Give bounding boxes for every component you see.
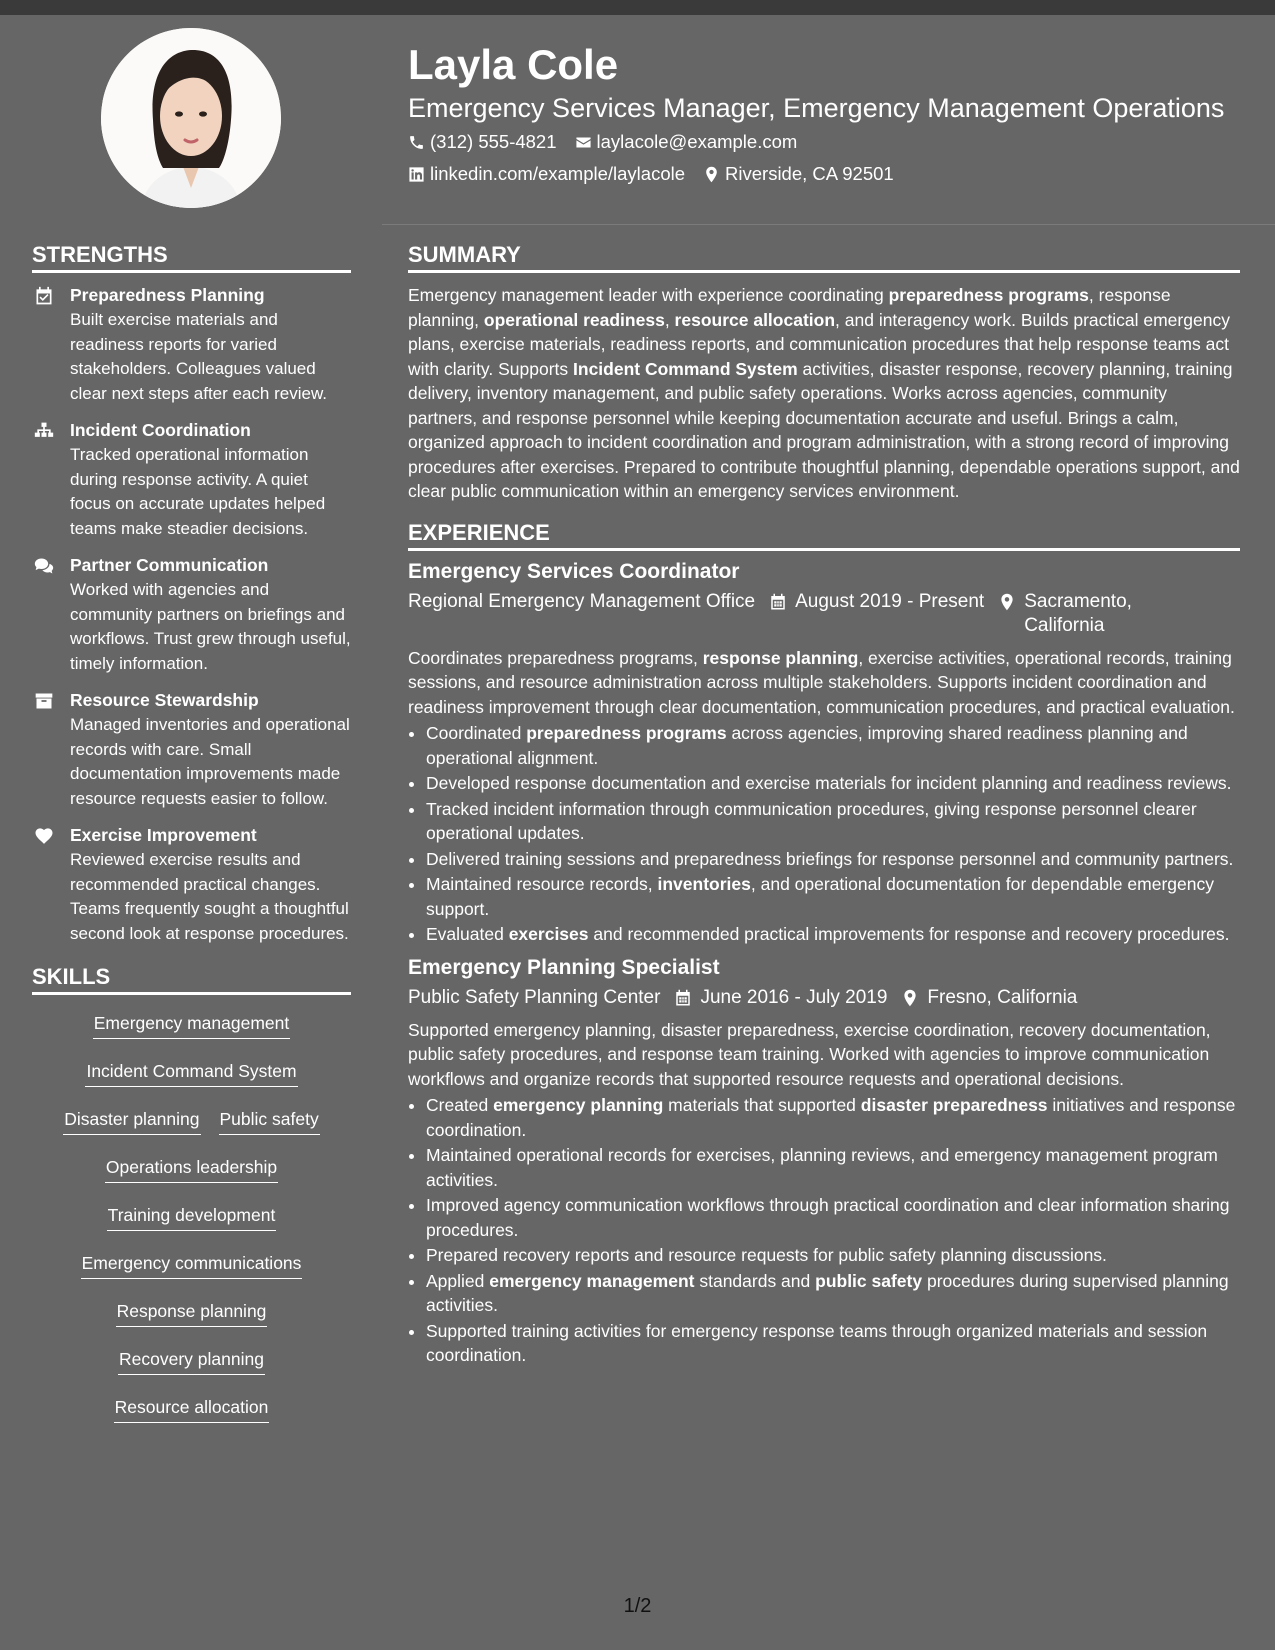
calendar-icon: [674, 988, 692, 1008]
job-bullet: • Maintained operational records for exercises, planning reviews, and emergency management program activities.: [426, 1143, 1240, 1192]
skills-heading: SKILLS: [32, 962, 351, 995]
email-text: laylacole@example.com: [596, 131, 798, 152]
job-bullet: • Developed response documentation and exercise materials for incident planning and readiness reviews.: [426, 771, 1240, 796]
strength-text: Built exercise materials and readiness reports for varied stakeholders. Colleagues valued clear next steps after each review.: [70, 310, 328, 403]
job-location: [901, 986, 1077, 1010]
job-description: Supported emergency planning, disaster preparedness, exercise coordination, recovery documentation, public safety procedures, and response team training. Worked with agencies to improve communication workflows and organize records that supported resource requests and operational decisions.: [408, 1019, 1211, 1089]
skill-tag: Incident Command System: [85, 1059, 297, 1087]
summary-heading: SUMMARY: [408, 240, 1240, 273]
job-bullet: • Tracked incident information through communication procedures, giving response personnel clearer operational updates.: [426, 797, 1240, 846]
job-meta: [408, 986, 1240, 1010]
job-org: [408, 590, 755, 638]
page-number: 1/2: [623, 1595, 652, 1617]
calendar-check-icon: [32, 283, 56, 406]
emphasis-text: exercises: [508, 924, 589, 944]
sitemap-icon: [32, 418, 56, 541]
job-meta: [408, 590, 1240, 638]
strength-text: Tracked operational information during response activity. A quiet focus on accurate updates helped teams make steadier decisions.: [70, 445, 326, 538]
strength-item: [32, 283, 351, 406]
contact-row-2: [408, 159, 1248, 189]
profile-photo: [101, 28, 281, 208]
job-bullet: • Applied emergency management standards and public safety procedures during supervised planning activities.: [426, 1269, 1240, 1318]
skill-tag: Recovery planning: [118, 1347, 265, 1375]
phone-contact: [408, 127, 557, 157]
linkedin-icon: [408, 166, 425, 183]
job-description: Coordinates preparedness programs, response planning, exercise activities, operational records, training sessions, and resource administration across multiple stakeholders. Supports incident coordination and readiness improvement through clear documentation, communication procedures, and practical evaluation.: [408, 647, 1235, 717]
phone-icon: [408, 134, 425, 151]
strength-title: Resource Stewardship: [70, 690, 259, 710]
job-org: [408, 986, 660, 1010]
candidate-name: Layla Cole: [408, 41, 619, 88]
dates-text: August 2019 - Present: [795, 590, 985, 612]
skill-tag: Training development: [107, 1203, 277, 1231]
heart-icon: [32, 823, 56, 946]
location-text: Fresno, California: [927, 986, 1078, 1008]
job-bullet: • Maintained resource records, inventories, and operational documentation for dependable emergency support.: [426, 872, 1240, 921]
org-text: Public Safety Planning Center: [408, 986, 661, 1008]
skills-list: [32, 1001, 351, 1423]
job-bullet: • Prepared recovery reports and resource requests for public safety planning discussions.: [426, 1243, 1240, 1268]
skill-tag: Operations leadership: [105, 1155, 278, 1183]
strength-item: [32, 688, 351, 811]
envelope-icon: [575, 134, 592, 151]
org-text: Regional Emergency Management Office: [408, 590, 756, 612]
skill-tag: Public safety: [219, 1107, 320, 1135]
job-bullet: • Delivered training sessions and preparedness briefings for response personnel and community partners.: [426, 847, 1240, 872]
emphasis-text: preparedness programs: [888, 285, 1089, 305]
archive-icon: [32, 688, 56, 811]
strength-title: Exercise Improvement: [70, 825, 257, 845]
job-bullets: [408, 1093, 1240, 1368]
emphasis-text: response planning: [702, 647, 859, 668]
job-dates: [674, 986, 887, 1010]
job-title: Emergency Services Coordinator: [408, 559, 740, 583]
calendar-icon: [769, 592, 787, 612]
skill-tag: Resource allocation: [114, 1395, 270, 1423]
job-entry: [408, 557, 1240, 947]
emphasis-text: inventories: [657, 874, 751, 894]
map-pin-icon: [703, 166, 720, 183]
emphasis-text: disaster preparedness: [860, 1095, 1048, 1115]
emphasis-text: operational readiness: [483, 309, 665, 330]
top-bar: [0, 0, 1275, 15]
right-column: [408, 240, 1240, 1369]
strength-title: Partner Communication: [70, 555, 269, 575]
strength-item: [32, 418, 351, 541]
linkedin-contact: [408, 159, 685, 189]
skill-tag: Emergency management: [93, 1011, 291, 1039]
strength-text: Reviewed exercise results and recommended practical changes. Teams frequently sought a thoughtful second look at response procedures.: [70, 850, 349, 943]
job-location: [998, 590, 1148, 638]
strengths-heading: STRENGTHS: [32, 240, 351, 273]
job-entry: [408, 953, 1240, 1368]
job-title: Emergency Planning Specialist: [408, 955, 720, 979]
resume-header: [408, 40, 1248, 189]
linkedin-text: linkedin.com/example/laylacole: [430, 163, 686, 184]
emphasis-text: public safety: [815, 1270, 923, 1291]
emphasis-text: preparedness programs: [526, 723, 727, 743]
job-bullet: • Improved agency communication workflows through practical coordination and clear information sharing procedures.: [426, 1193, 1240, 1242]
strengths-list: [32, 283, 351, 946]
job-bullet: • Created emergency planning materials that supported disaster preparedness initiatives and response coordination.: [426, 1093, 1240, 1142]
job-bullet: • Evaluated exercises and recommended practical improvements for response and recovery procedures.: [426, 922, 1240, 947]
emphasis-text: resource allocation: [674, 309, 836, 330]
email-contact: [575, 127, 798, 157]
experience-heading: EXPERIENCE: [408, 518, 1240, 551]
strength-title: Incident Coordination: [70, 420, 251, 440]
emphasis-text: emergency planning: [493, 1095, 664, 1115]
job-bullets: [408, 721, 1240, 947]
strength-text: Managed inventories and operational records with care. Small documentation improvements made resource requests easier to follow.: [70, 715, 350, 808]
emphasis-text: Incident Command System: [573, 358, 798, 379]
header-divider: [382, 224, 1275, 225]
location-contact: [703, 159, 894, 189]
strength-title: Preparedness Planning: [70, 285, 265, 305]
candidate-title: Emergency Services Manager, Emergency Management Operations: [408, 93, 1225, 123]
contact-row-1: [408, 127, 1248, 157]
skill-tag: Emergency communications: [81, 1251, 303, 1279]
emphasis-text: emergency management: [489, 1270, 695, 1291]
portrait-image: [101, 28, 281, 208]
dates-text: June 2016 - July 2019: [700, 986, 888, 1008]
strength-text: Worked with agencies and community partners on briefings and workflows. Trust grew through useful, timely information.: [70, 580, 351, 673]
left-column: [32, 240, 351, 1423]
strength-item: [32, 553, 351, 676]
job-bullet: • Coordinated preparedness programs across agencies, improving shared readiness planning and operational alignment.: [426, 721, 1240, 770]
location-text: Sacramento, California: [1024, 590, 1132, 636]
strength-item: [32, 823, 351, 946]
skill-tag: Disaster planning: [63, 1107, 200, 1135]
skill-tag: Response planning: [116, 1299, 268, 1327]
map-pin-icon: [901, 988, 919, 1008]
map-pin-icon: [998, 592, 1016, 612]
summary-text: Emergency management leader with experience coordinating preparedness programs, response planning, operational readiness, resource allocation, and interagency work. Builds practical emergency plans, exercise materials, readiness reports, and communication procedures that help response teams act with clarity. Supports Incident Command System activities, disaster response, recovery planning, training delivery, inventory management, and public safety operations. Works across agencies, community partners, and response personnel while keeping documentation accurate and useful. Brings a calm, organized approach to incident coordination and program administration, with a strong record of improving procedures after exercises. Prepared to contribute thoughtful planning, dependable operations support, and clear public communication within an emergency services environment.: [408, 285, 1240, 501]
job-bullet: • Supported training activities for emergency response teams through organized materials and session coordination.: [426, 1319, 1240, 1368]
phone-text: (312) 555-4821: [430, 131, 557, 152]
job-dates: [769, 590, 984, 638]
comments-icon: [32, 553, 56, 676]
location-text: Riverside, CA 92501: [725, 163, 894, 184]
